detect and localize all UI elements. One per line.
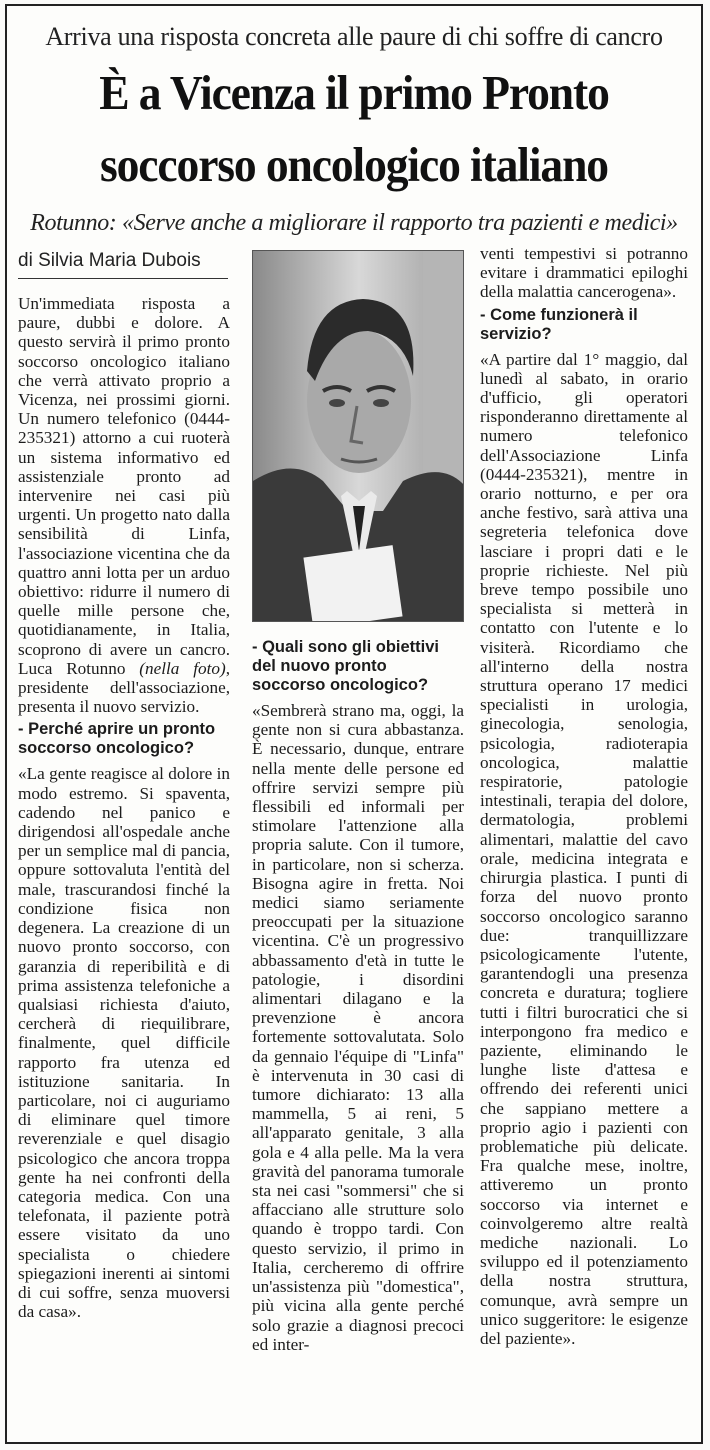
- portrait-photo: [252, 250, 464, 622]
- kicker: Arriva una risposta concreta alle paure di chi soffre di cancro: [45, 22, 663, 51]
- intro-text-a: Un'immediata risposta a paure, dubbi e dolore. A questo servirà il primo pronto soccorso oncologico italiano che verrà attivato proprio a Vicenza, nei prossimi giorni. Un numero telefonico (0444-235321) attorno a cui ruoterà un sistema informativo ed assistenziale pronto ad intervenire nei casi più urgenti. Un progetto nato dalla sensibilità di Linfa, l'associazione vicentina che da quattro anni lotta per un arduo obiettivo: ridurre il numero di quelle mille persone che, quotidianamente, in Italia, scoprono di avere un cancro. Luca Rotunno: [18, 294, 230, 678]
- byline: di Silvia Maria Dubois: [18, 250, 228, 279]
- answer-1: «La gente reagisce al dolore in modo estremo. Si spaventa, cadendo nel panico e dirigendosi all'ospedale anche per un semplice mal di pancia, oppure sottovaluta l'entità del male, trascurandosi finché la condizione fisica non degenera. La creazione di un nuovo pronto soccorso, con garanzia di reperibilità e di prima assistenza telefoniche a qualsiasi richiesta d'aiuto, cercherà di riequilibrare, finalmente, quel difficile rapporto fra utenza ed istituzione sanitaria. In particolare, noi ci auguriamo di eliminare quel timore reverenziale e quel disagio psicologico che ancora troppa gente ha nei confronti della categoria medica. Con una telefonata, il paziente potrà essere visitato da uno specialista o chiedere spiegazioni inerenti ai sintomi di cui soffre, senza muoversi da casa».: [18, 764, 230, 1322]
- article-column-3: [480, 244, 688, 1348]
- article-column-1: [18, 294, 230, 1321]
- photo-reference: (nella foto): [139, 658, 226, 678]
- subheadline: Rotunno: «Serve anche a migliorare il rapporto tra pazienti e medici»: [30, 210, 678, 236]
- article-column-2: [252, 634, 464, 1354]
- question-1: - Perché aprire un pronto soccorso oncologico?: [18, 720, 216, 758]
- headline-line-1: È a Vicenza il primo Pronto: [99, 65, 609, 120]
- intro-text-b: , presidente dell'associazione, presenta il nuovo servizio.: [18, 658, 230, 717]
- question-3: - Come funzionerà il servizio?: [480, 305, 638, 343]
- answer-3: «A partire dal 1° maggio, dal lunedì al sabato, in orario d'ufficio, gli operatori risponderanno direttamente al numero telefonico dell'Associazione Linfa (0444-235321), mentre in orario notturno, e per ora anche festivo, sarà attiva una segreteria telefonica dove lasciare i propri dati e le proprie richieste. Nel più breve tempo possibile uno specialista si metterà in contatto con l'utente e lo visiterà. Ricordiamo che all'interno della nostra struttura operano 17 medici specialisti in urologia, ginecologia, senologia, psicologia, radioterapia oncologica, malattie respiratorie, patologie intestinali, terapia del dolore, dermatologia, problemi alimentari, malattie del cavo orale, medicina integrata e chirurgia plastica. I punti di forza del nuovo pronto soccorso oncologico saranno due: tranquillizzare psicologicamente l'utente, garantendogli una presenza concreta e duratura; togliere tutti i filtri burocratici che si interpongono fra medico e paziente, eliminando le lunghe liste d'attesa e offrendo dei referenti unici che sappiano mettere a proprio agio i pazienti con problematiche più delicate. Fra qualche mese, inoltre, attiveremo un pronto soccorso via internet e coinvolgeremo altre realtà mediche nazionali. Lo sviluppo ed il potenziamento della nostra struttura, comunque, avrà sempre un unico suggeritore: le esigenze del paziente».: [480, 349, 688, 1348]
- answer-2: «Sembrerà strano ma, oggi, la gente non si cura abbastanza. È necessario, dunque, entrare nella mente delle persone ed offrire servizi sempre più flessibili ed informali per stimolare l'attenzione alla propria salute. Con il tumore, in particolare, non si scherza. Bisogna agire in fretta. Noi medici siamo seriamente preoccupati per la situazione vicentina. C'è un progressivo abbassamento d'età in tutte le patologie, i disordini alimentari dilagano e la prevenzione è ancora fortemente sottovalutata. Solo da gennaio l'équipe di "Linfa" è intervenuta in 30 casi di tumore dichiarato: 13 alla mammella, 5 ai reni, 5 all'apparato genitale, 3 alla gola e 4 alla pelle. Ma la vera gravità del panorama tumorale sta nei casi "sommersi" che si affacciano alle strutture solo quando è troppo tardi. Con questo servizio, il primo in Italia, cercheremo di offrire un'assistenza più "domestica", più vicina alla gente perché solo grazie a diagnosi precoci ed inter-: [252, 701, 464, 1354]
- headline-line-2: soccorso oncologico italiano: [100, 137, 608, 192]
- intro-paragraph: [18, 294, 230, 716]
- continuation-text: venti tempestivi si potranno evitare i drammatici epiloghi della malattia cancerogena».: [480, 244, 688, 302]
- portrait-illustration: [253, 251, 464, 622]
- question-2: - Quali sono gli obiettivi del nuovo pronto soccorso oncologico?: [252, 638, 440, 694]
